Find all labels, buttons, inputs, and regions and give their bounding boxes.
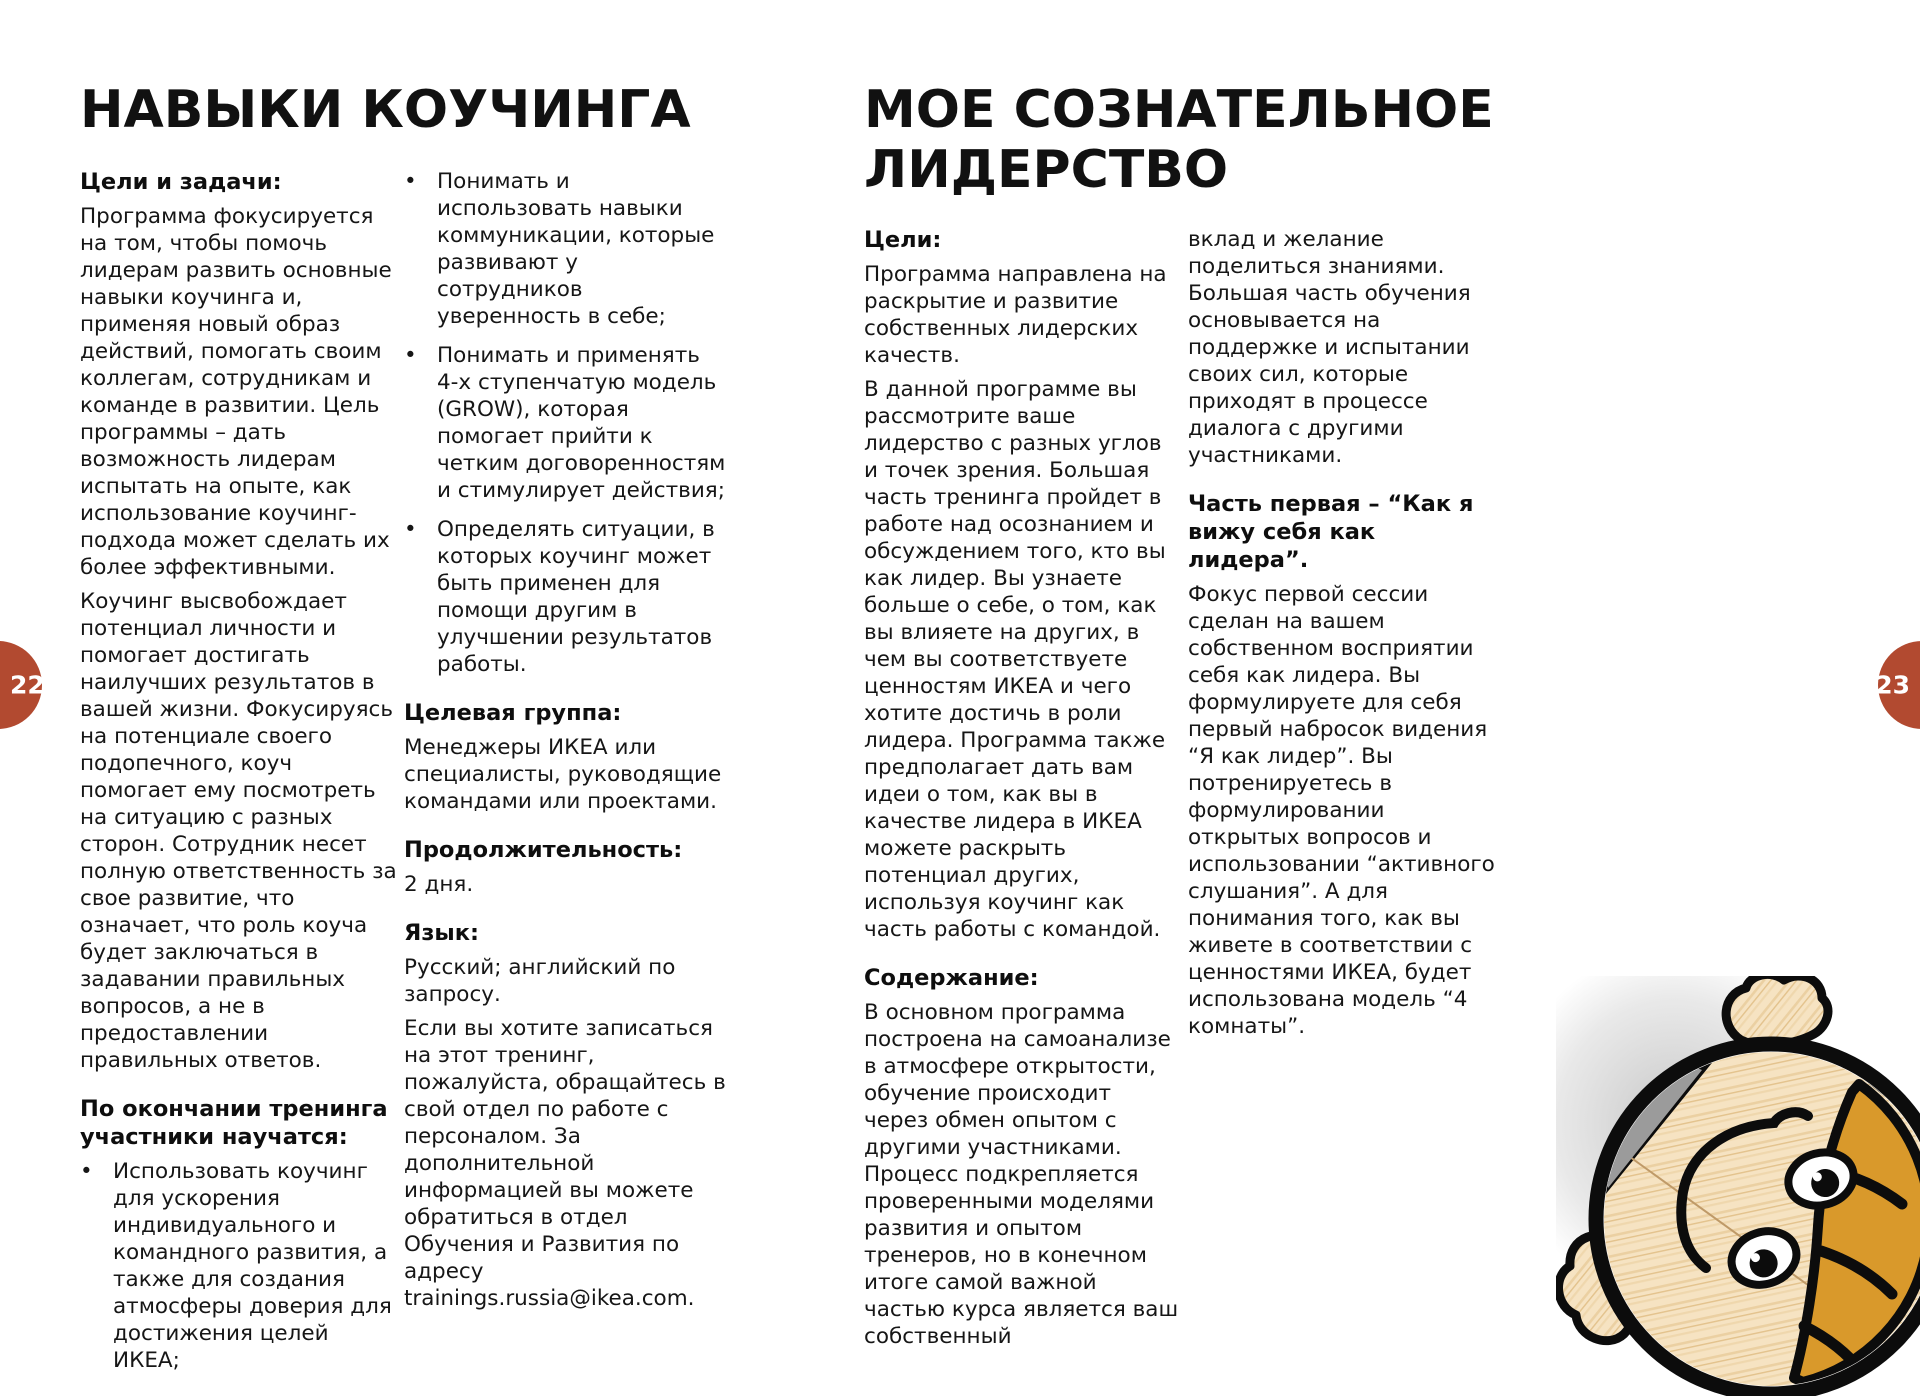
part-one-paragraph: Фокус первой сессии сделан на вашем собственном восприятии себя как лидера. Вы формулируете для себя первый набросок видения “Я как лидер”. Вы потренируетесь в формулировании открытых вопросов и использовании “активного слушания”. А для понимания того, как вы живете в соответствии с ценностями ИКЕА, будет использована модель “4 комнаты”. [1188, 582, 1495, 1039]
goals-heading: Цели: [864, 227, 942, 253]
page-number: 22 [10, 670, 45, 700]
goals-paragraph-1: Программа направлена на раскрытие и развитие собственных лидерских качеств. [864, 262, 1167, 368]
language-text: Русский; английский по запросу. [404, 955, 676, 1007]
goals-paragraph-2: Коучинг высвобождает потенциал личности и помогает достигать наилучших результатов в вашей жизни. Фокусируясь на потенциале своего подопечного, коуч помогает ему посмотреть на ситуацию с разных сторон. Сотрудник несет полную ответственность за свое развитие, что означает, что роль коуча будет заключаться в задавании правильных вопросов, а не в предоставлении правильных ответов. [80, 589, 397, 1073]
left-page-column-1 [80, 168, 398, 1386]
goals-paragraph-1: Программа фокусируется на том, чтобы помочь лидерам развить основные навыки коучинга и, применяя новый образ действий, помогать своим коллегам, сотрудникам и команде в развитии. Цель программы – дать возможность лидерам испытать на опыте, как использование коучинг-подхода может сделать их более эффективными. [80, 204, 392, 580]
duration-heading: Продолжительность: [404, 837, 683, 863]
list-item [404, 342, 726, 504]
content-heading: Содержание: [864, 965, 1039, 991]
mascot-hand-top [1726, 976, 1828, 1045]
content-paragraph: В основном программа построена на самоанализе в атмосфере открытости, обучение происходит через обмен опытом с другими участниками. Процесс подкрепляется проверенными моделями развития и опытом тренеров, но в конечном итоге самой важной частью курса является ваш собственный [864, 1000, 1179, 1349]
language-heading: Язык: [404, 920, 480, 946]
outcome-bullet-4: • Определять ситуации, в которых коучинг может быть применен для помощи другим в улучшении результатов работы. [437, 517, 715, 677]
outcome-bullet-1: • Использовать коучинг для ускорения индивидуального и командного развития, а также для создания атмосферы доверия для достижения целей ИКЕА; [113, 1159, 392, 1373]
list-item [404, 516, 726, 678]
list-item [404, 168, 726, 330]
page-title-coaching-skills: НАВЫКИ КОУЧИНГА [80, 80, 691, 140]
duration-text: 2 дня. [404, 872, 474, 897]
target-group-text: Менеджеры ИКЕА или специалисты, руководящие командами или проектами. [404, 735, 722, 814]
page-title-conscious-leadership: МОЕ СОЗНАТЕЛЬНОЕ ЛИДЕРСТВО [864, 80, 1494, 200]
page-number-badge-right [1875, 641, 1920, 729]
content-paragraph-continued: вклад и желание поделиться знаниями. Большая часть обучения основывается на поддержке и испытании своих сил, которые приходят в процессе диалога с другими участниками. [1188, 227, 1471, 468]
right-page-column-2 [1188, 226, 1500, 1047]
signup-note: Если вы хотите записаться на этот тренинг, пожалуйста, обращайтесь в свой отдел по работе с персоналом. За дополнительной информацией вы можете обратиться в отдел Обучения и Развития по адресу trainings.russia@ikea.com. [404, 1016, 726, 1311]
list-item [80, 1158, 398, 1374]
left-page-column-2 [404, 168, 726, 1319]
outcome-bullet-2: • Понимать и использовать навыки коммуникации, которые развивают у сотрудников уверенность в себе; [437, 169, 715, 329]
wood-mascot-face-illustration [1556, 976, 1920, 1396]
target-group-heading: Целевая группа: [404, 700, 622, 726]
part-one-heading: Часть первая – “Как я вижу себя как лидера”. [1188, 491, 1474, 573]
page-number: 23 [1875, 670, 1910, 700]
outcomes-heading: По окончании тренинга участники научатся: [80, 1096, 388, 1150]
right-page-column-1 [864, 226, 1182, 1357]
goals-heading: Цели и задачи: [80, 169, 282, 195]
goals-paragraph-2: В данной программе вы рассмотрите ваше лидерство с разных углов и точек зрения. Большая часть тренинга пройдет в работе над осознанием и обсуждением того, кто вы как лидер. Вы узнаете больше о себе, о том, как вы влияете на других, в чем вы соответствуете ценностям ИКЕА и чего хотите достичь в роли лидера. Программа также предполагает дать вам идеи о том, как вы в качестве лидера в ИКЕА можете раскрыть потенциал других, используя коучинг как часть работы с командой. [864, 377, 1166, 942]
outcome-bullet-3: • Понимать и применять 4-х ступенчатую модель (GROW), которая помогает прийти к четким договоренностям и стимулирует действия; [437, 343, 726, 503]
page-number-badge-left [0, 641, 45, 729]
